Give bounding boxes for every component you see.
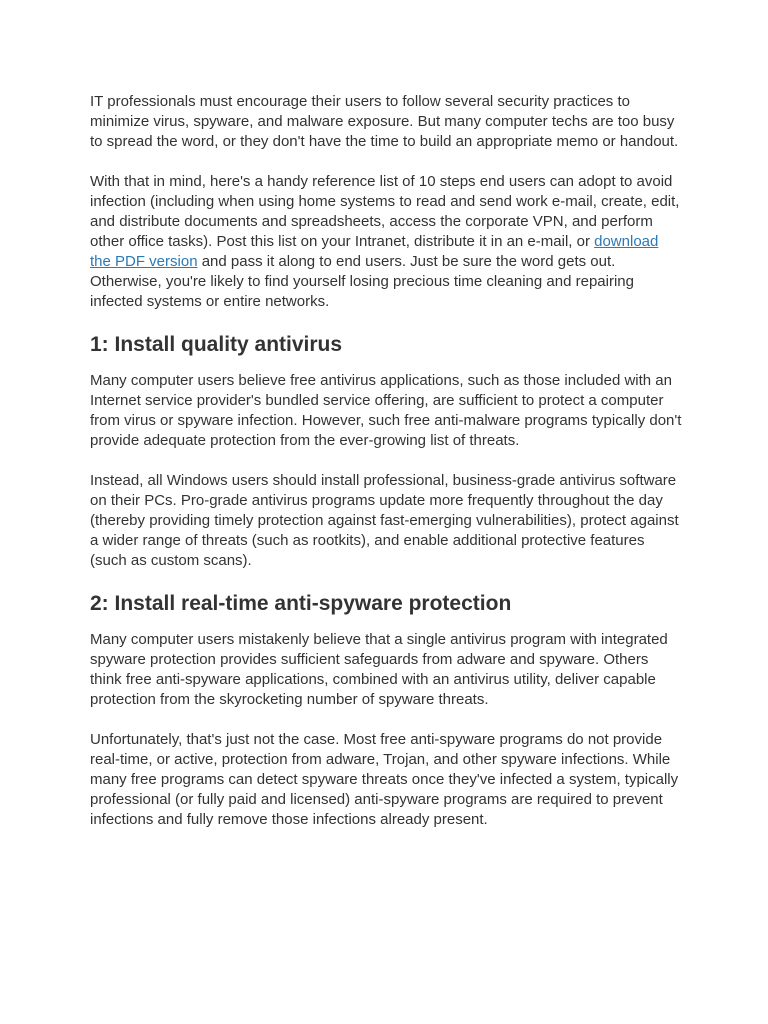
document-page [90,92,682,830]
download-pdf-link[interactable]: download the PDF version [90,233,659,270]
intro-paragraph-2-text-start: With that in mind, here's a handy reference list of 10 steps end users can adopt to avoid infection (including when using home systems to read and send work e-mail, create, edit, and distribute documents and spreadsheets, access the corporate VPN, and perform other office tasks). Post this list on your Intranet, distribute it in an e-mail, or [90,173,680,250]
section-2-paragraph-2: Unfortunately, that's just not the case. Most free anti-spyware programs do not provide real-time, or active, protection from adware, Trojan, and other spyware infections. While many free programs can detect spyware threats once they've infected a system, typically professional (or fully paid and licensed) anti-spyware programs are required to prevent infections and fully remove those infections already present. [90,731,679,828]
intro-paragraph-1: IT professionals must encourage their users to follow several security practices to minimize virus, spyware, and malware exposure. But many computer techs are too busy to spread the word, or they don't have the time to build an appropriate memo or handout. [90,93,679,150]
section-1-paragraph-1: Many computer users believe free antivirus applications, such as those included with an Internet service provider's bundled service offering, are sufficient to protect a computer from virus or spyware infection. However, such free anti-malware programs typically don't provide adequate protection from the ever-growing list of threats. [90,372,682,449]
intro-paragraph-2 [90,172,682,312]
section-2-paragraph-1: Many computer users mistakenly believe that a single antivirus program with integrated spyware protection provides sufficient safeguards from adware and spyware. Others think free anti-spyware applications, combined with an antivirus utility, deliver capable protection from the skyrocketing number of spyware threats. [90,631,668,708]
section-2-heading: 2: Install real-time anti-spyware protection [90,592,512,615]
section-1-heading: 1: Install quality antivirus [90,333,343,356]
section-1-paragraph-2: Instead, all Windows users should install professional, business-grade antivirus software on their PCs. Pro-grade antivirus programs update more frequently throughout the day (thereby providing timely protection against fast-emerging vulnerabilities), protect against a wider range of threats (such as rootkits), and enable additional protective features (such as custom scans). [90,472,679,569]
intro-paragraph-2-text-end: and pass it along to end users. Just be sure the word gets out. Otherwise, you're likely to find yourself losing precious time cleaning and repairing infected systems or entire networks. [90,253,634,310]
